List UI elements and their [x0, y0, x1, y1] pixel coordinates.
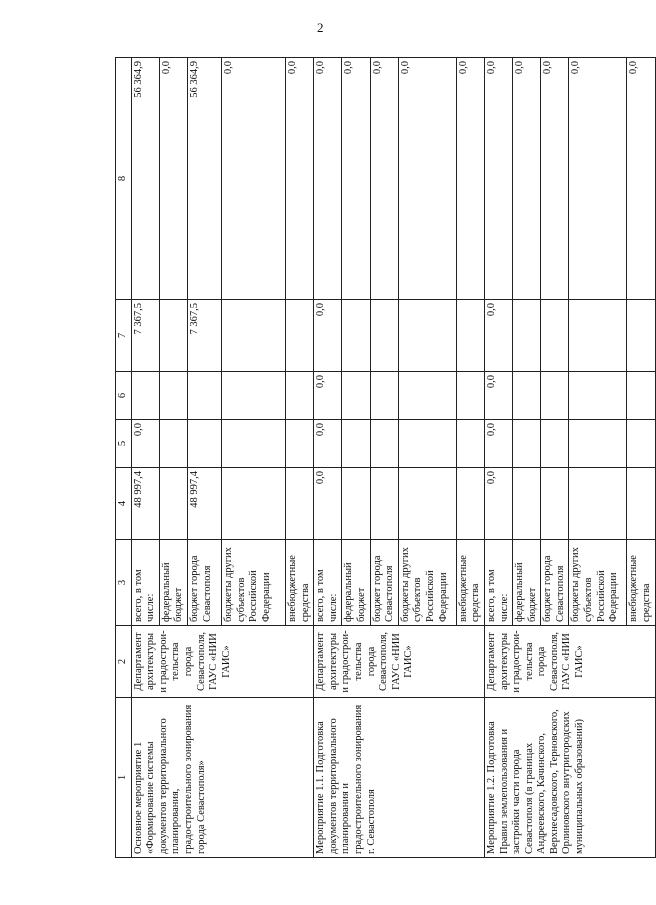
funding-source-cell: внебюджетные средства [627, 540, 655, 626]
funding-source-cell: бюджеты других субъектов Российской Федерации [398, 540, 456, 626]
value-cell-c6 [456, 372, 484, 420]
value-cell-c4: 48 997,4 [187, 468, 221, 540]
program-funding-table [115, 57, 656, 858]
value-cell-c6: 0,0 [484, 372, 512, 420]
value-cell-c6 [541, 372, 569, 420]
funding-source-cell: всего, в том числе: [484, 540, 512, 626]
value-cell-c6 [159, 372, 187, 420]
header-cell: 3 [116, 540, 132, 626]
value-cell-c8: 0,0 [484, 58, 512, 300]
value-cell-c5: 0,0 [131, 420, 159, 468]
value-cell-c7 [159, 300, 187, 372]
value-cell-c8: 0,0 [314, 58, 342, 300]
funding-source-cell: федеральный бюджет [159, 540, 187, 626]
event-name-cell: Мероприятие 1.2. Подготовка Правил землепользования и застройки части города Севастополя (в границах Андреевского, Качинского, Верхнесадовского, Терновского, Орлиновского внутригородских муниципальных образований) [484, 698, 655, 858]
value-cell-c7 [285, 300, 313, 372]
value-cell-c4: 0,0 [484, 468, 512, 540]
value-cell-c7 [627, 300, 655, 372]
value-cell-c7 [370, 300, 398, 372]
value-cell-c7 [342, 300, 370, 372]
funding-source-cell: бюджет города Севастополя [187, 540, 221, 626]
value-cell-c7 [398, 300, 456, 372]
value-cell-c4: 48 997,4 [131, 468, 159, 540]
funding-source-cell: всего, в том числе: [131, 540, 159, 626]
value-cell-c6 [513, 372, 541, 420]
value-cell-c8: 0,0 [159, 58, 187, 300]
value-cell-c5 [221, 420, 285, 468]
header-cell: 7 [116, 300, 132, 372]
event-name-cell: Мероприятие 1.1. Подготовка документов территориального планирования и градостроительного зонирования г. Севастополя [314, 698, 485, 858]
value-cell-c5 [285, 420, 313, 468]
funding-source-cell: внебюджетные средства [285, 540, 313, 626]
value-cell-c7 [456, 300, 484, 372]
value-cell-c5 [370, 420, 398, 468]
value-cell-c5 [159, 420, 187, 468]
header-cell: 6 [116, 372, 132, 420]
value-cell-c5 [342, 420, 370, 468]
value-cell-c7: 0,0 [484, 300, 512, 372]
value-cell-c8: 0,0 [569, 58, 627, 300]
value-cell-c4 [342, 468, 370, 540]
executor-cell: Департамент архитектуры и градострои- тельства города Севастополя, ГАУС «НИИ ГАИС» [131, 626, 314, 698]
value-cell-c7 [569, 300, 627, 372]
header-cell: 2 [116, 626, 132, 698]
event-name-cell: Основное мероприятие 1 «Формирование системы документов территориального планирования, градостроительного зонирования города Севастополя» [131, 698, 314, 858]
value-cell-c8: 0,0 [627, 58, 655, 300]
value-cell-c8: 0,0 [342, 58, 370, 300]
funding-source-cell: федеральный бюджет [342, 540, 370, 626]
value-cell-c4 [569, 468, 627, 540]
header-cell: 4 [116, 468, 132, 540]
funding-source-cell: федеральный бюджет [513, 540, 541, 626]
value-cell-c6 [342, 372, 370, 420]
value-cell-c4 [513, 468, 541, 540]
value-cell-c4 [221, 468, 285, 540]
executor-cell: Департамент архитектуры и градострои- тельства города Севастополя, ГАУС «НИИ ГАИС» [314, 626, 485, 698]
funding-source-cell: бюджет города Севастополя [370, 540, 398, 626]
value-cell-c4 [398, 468, 456, 540]
funding-source-cell: бюджеты других субъектов Российской Федерации [569, 540, 627, 626]
value-cell-c5 [627, 420, 655, 468]
value-cell-c8: 56 364,9 [131, 58, 159, 300]
value-cell-c8: 0,0 [221, 58, 285, 300]
header-cell: 8 [116, 58, 132, 300]
value-cell-c7: 7 367,5 [187, 300, 221, 372]
value-cell-c8: 0,0 [513, 58, 541, 300]
value-cell-c7: 7 367,5 [131, 300, 159, 372]
value-cell-c8: 0,0 [285, 58, 313, 300]
value-cell-c4: 0,0 [314, 468, 342, 540]
page-number: 2 [317, 20, 324, 35]
value-cell-c6 [187, 372, 221, 420]
value-cell-c5 [541, 420, 569, 468]
value-cell-c5 [187, 420, 221, 468]
table-row [131, 58, 159, 858]
funding-source-cell: внебюджетные средства [456, 540, 484, 626]
value-cell-c4 [456, 468, 484, 540]
value-cell-c7 [541, 300, 569, 372]
value-cell-c6 [569, 372, 627, 420]
value-cell-c6 [285, 372, 313, 420]
value-cell-c6 [221, 372, 285, 420]
value-cell-c8: 0,0 [398, 58, 456, 300]
value-cell-c5 [456, 420, 484, 468]
value-cell-c7 [221, 300, 285, 372]
value-cell-c5: 0,0 [314, 420, 342, 468]
value-cell-c4 [159, 468, 187, 540]
value-cell-c4 [285, 468, 313, 540]
value-cell-c4 [541, 468, 569, 540]
header-cell: 5 [116, 420, 132, 468]
value-cell-c6 [131, 372, 159, 420]
executor-cell: Департамент архитектуры и градострои- тельства города Севастополя, ГАУС «НИИ ГАИС» [484, 626, 655, 698]
value-cell-c7: 0,0 [314, 300, 342, 372]
value-cell-c5: 0,0 [484, 420, 512, 468]
table-row [484, 58, 512, 858]
funding-source-cell: бюджет города Севастополя [541, 540, 569, 626]
value-cell-c5 [513, 420, 541, 468]
header-cell: 1 [116, 698, 132, 858]
rotated-table-container [115, 58, 653, 858]
value-cell-c6 [398, 372, 456, 420]
value-cell-c5 [398, 420, 456, 468]
funding-source-cell: бюджеты других субъектов Российской Федерации [221, 540, 285, 626]
value-cell-c5 [569, 420, 627, 468]
value-cell-c4 [627, 468, 655, 540]
value-cell-c8: 56 364,9 [187, 58, 221, 300]
header-row [116, 58, 132, 858]
table-row [314, 58, 342, 858]
value-cell-c8: 0,0 [541, 58, 569, 300]
value-cell-c6: 0,0 [314, 372, 342, 420]
funding-source-cell: всего, в том числе: [314, 540, 342, 626]
value-cell-c7 [513, 300, 541, 372]
value-cell-c8: 0,0 [456, 58, 484, 300]
value-cell-c6 [627, 372, 655, 420]
value-cell-c6 [370, 372, 398, 420]
value-cell-c8: 0,0 [370, 58, 398, 300]
value-cell-c4 [370, 468, 398, 540]
